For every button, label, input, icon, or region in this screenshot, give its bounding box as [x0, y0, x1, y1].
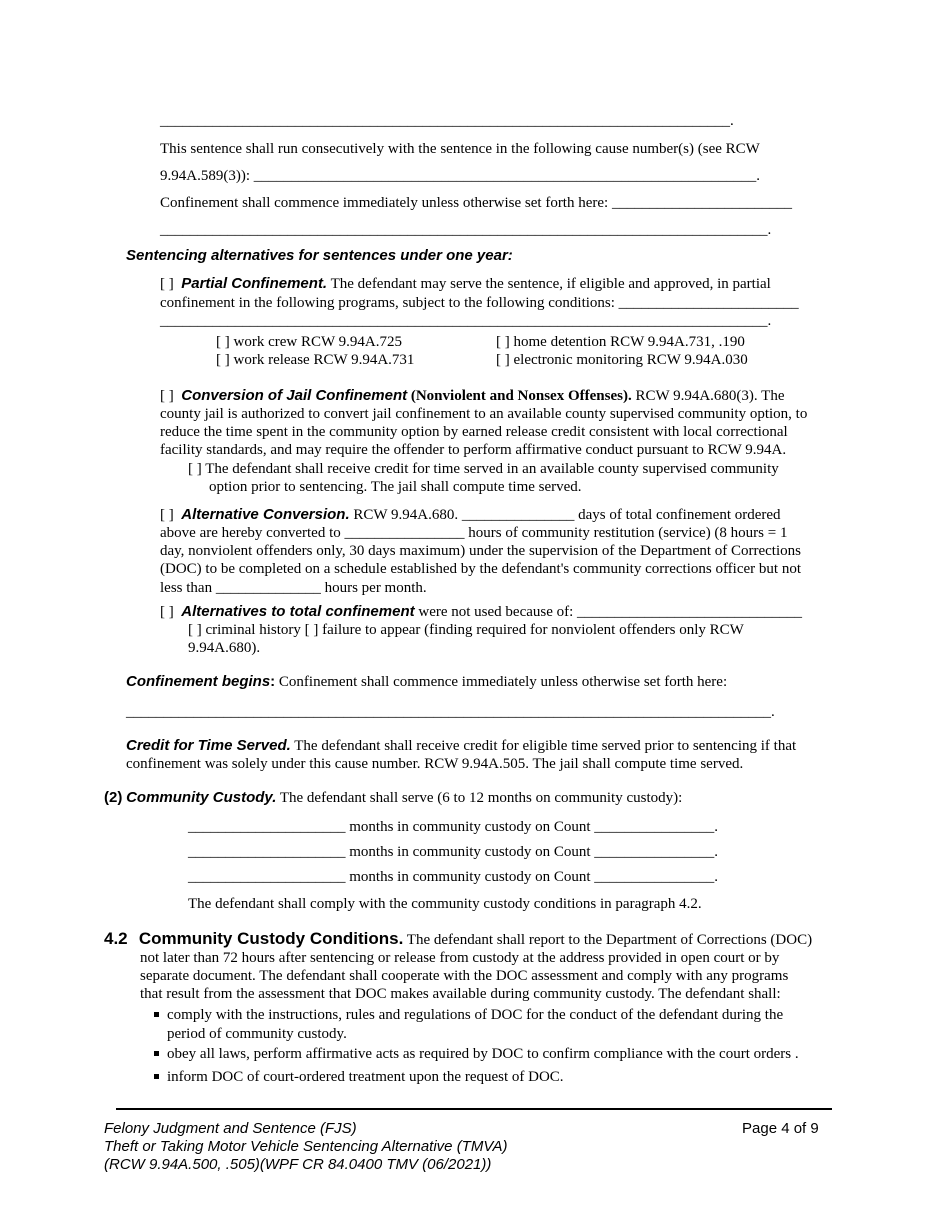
partial-confinement-line [160, 275, 771, 293]
alternatives-heading: Sentencing alternatives for sentences under one year: [126, 247, 513, 264]
conversion-credit-option[interactable]: [ ] The defendant shall receive credit for time served in an available county supervised community [188, 461, 779, 477]
section-42-text: separate document. The defendant shall cooperate with the DOC assessment and comply with any programs [140, 968, 789, 984]
section-42-text: that result from the assessment that DOC makes available during community custody. The defendant shall: [140, 986, 781, 1002]
conversion-line [160, 387, 784, 405]
alt-conversion-checkbox[interactable]: [ ] [160, 507, 174, 523]
conversion-text: county jail is authorized to convert jail confinement to an available county supervised community option, to [160, 406, 808, 422]
section-42-title: Community Custody Conditions. [138, 929, 404, 948]
custody-text: The defendant shall serve (6 to 12 months on community custody): [276, 790, 683, 806]
bullet-icon [154, 1051, 159, 1056]
confinement-begins-colon: : [270, 673, 276, 690]
not-used-text: 9.94A.680). [188, 640, 261, 656]
blank-line: ______________________________________________________________________________________. [126, 704, 775, 720]
bullet-icon [154, 1074, 159, 1079]
alt-conversion-text: above are hereby converted to ________________ hours of community restitution (service) (8 hours = 1 [160, 525, 788, 541]
commence-text: Confinement shall commence immediately unless otherwise set forth here: ________________________ [160, 195, 792, 211]
confinement-begins-title: Confinement begins [126, 673, 271, 690]
blank-line: _________________________________________________________________________________. [160, 313, 772, 329]
partial-checkbox[interactable]: [ ] [160, 276, 174, 292]
not-used-options[interactable]: [ ] criminal history [ ] failure to appear (finding required for nonviolent offenders only RCW [188, 622, 744, 638]
partial-title: Partial Confinement. [181, 275, 328, 292]
not-used-text: were not used because of: ______________________________ [414, 604, 803, 620]
option-work-crew[interactable]: [ ] work crew RCW 9.94A.725 [216, 334, 402, 350]
condition-item: comply with the instructions, rules and regulations of DOC for the conduct of the defendant during the [167, 1007, 784, 1023]
footer-divider [116, 1108, 832, 1110]
custody-count-row[interactable]: _____________________ months in community custody on Count ________________. [188, 844, 719, 860]
conversion-rcw: RCW 9.94A.680(3). The [631, 388, 785, 404]
footer-form-reference: (RCW 9.94A.500, .505)(WPF CR 84.0400 TMV (06/2021)) [104, 1156, 492, 1173]
credit-text-2: confinement was solely under this cause number. RCW 9.94A.505. The jail shall compute time served. [126, 756, 744, 772]
not-used-checkbox[interactable]: [ ] [160, 604, 174, 620]
bullet-icon [154, 1012, 159, 1017]
alt-conversion-text: day, nonviolent offenders only, 30 days maximum) under the supervision of the Department of Corrections [160, 543, 801, 559]
confinement-begins-line [126, 673, 727, 691]
credit-text: The defendant shall receive credit for eligible time served prior to sentencing if that [290, 738, 797, 754]
page-number: Page 4 of 9 [742, 1120, 819, 1137]
not-used-title: Alternatives to total confinement [181, 603, 415, 620]
alt-conversion-text: (DOC) to be completed on a schedule established by the defendant's community corrections officer but not [160, 561, 801, 577]
credit-line [126, 737, 796, 755]
section-42-heading [104, 930, 812, 949]
section-42-text: The defendant shall report to the Department of Corrections (DOC) [403, 932, 813, 948]
confinement-begins-text: Confinement shall commence immediately unless otherwise set forth here: [275, 674, 728, 690]
custody-line [104, 789, 682, 807]
consecutive-cause-field: 9.94A.589(3)): ___________________________________________________________________. [160, 168, 760, 184]
consecutive-text: This sentence shall run consecutively with the sentence in the following cause number(s) (see RCW [160, 141, 760, 157]
conversion-subtitle: (Nonviolent and Nonsex Offenses). [407, 388, 632, 404]
conversion-credit-text: option prior to sentencing. The jail shall compute time served. [209, 479, 582, 495]
custody-title: Community Custody. [126, 789, 277, 806]
not-used-line [160, 603, 802, 621]
conversion-text: facility standards, and may require the offender to perform affirmative conduct pursuant to RCW 9.94A. [160, 442, 787, 458]
custody-count-row[interactable]: _____________________ months in community custody on Count ________________. [188, 869, 719, 885]
conversion-checkbox[interactable]: [ ] [160, 388, 174, 404]
credit-title: Credit for Time Served. [126, 737, 291, 754]
alt-conversion-line [160, 506, 781, 524]
condition-item-cont: period of community custody. [167, 1026, 347, 1042]
alt-conversion-title: Alternative Conversion. [181, 506, 350, 523]
condition-item: obey all laws, perform affirmative acts as required by DOC to confirm compliance with the court orders . [167, 1046, 799, 1062]
custody-number: (2) [104, 789, 123, 806]
partial-text: The defendant may serve the sentence, if eligible and approved, in partial [327, 276, 771, 292]
custody-comply-text: The defendant shall comply with the community custody conditions in paragraph 4.2. [188, 896, 702, 912]
option-home-detention[interactable]: [ ] home detention RCW 9.94A.731, .190 [496, 334, 745, 350]
conversion-title: Conversion of Jail Confinement [181, 387, 408, 404]
option-electronic-monitoring[interactable]: [ ] electronic monitoring RCW 9.94A.030 [496, 352, 748, 368]
blank-line: ____________________________________________________________________________. [160, 113, 734, 129]
alt-conversion-text: RCW 9.94A.680. _______________ days of total confinement ordered [349, 507, 781, 523]
section-42-text: not later than 72 hours after sentencing or release from custody at the address provided in open court or by [140, 950, 780, 966]
section-42-number: 4.2 [104, 929, 128, 948]
option-work-release[interactable]: [ ] work release RCW 9.94A.731 [216, 352, 415, 368]
footer-form-title: Felony Judgment and Sentence (FJS) [104, 1120, 357, 1137]
condition-item: inform DOC of court-ordered treatment upon the request of DOC. [167, 1069, 564, 1085]
alt-conversion-text: less than ______________ hours per month. [160, 580, 427, 596]
partial-text-2: confinement in the following programs, subject to the following conditions: ________________________ [160, 295, 799, 311]
blank-line: _________________________________________________________________________________. [160, 222, 772, 238]
custody-count-row[interactable]: _____________________ months in community custody on Count ________________. [188, 819, 719, 835]
conversion-text: reduce the time spent in the community option by earned release credit consistent with local correctional [160, 424, 788, 440]
footer-form-subtitle: Theft or Taking Motor Vehicle Sentencing Alternative (TMVA) [104, 1138, 508, 1155]
